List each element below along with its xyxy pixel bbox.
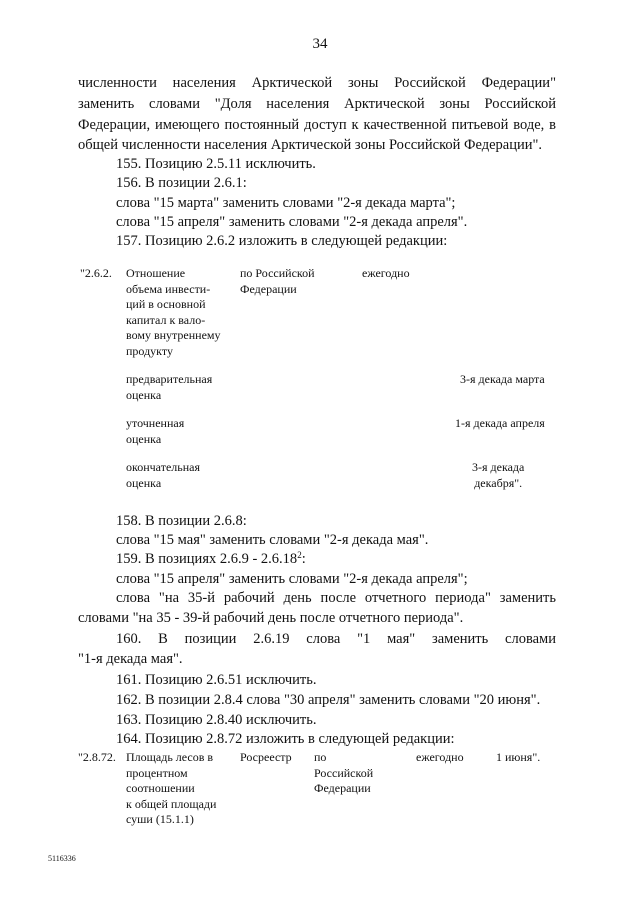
name-line: соотношении xyxy=(126,781,195,795)
deadline: 1 июня". xyxy=(496,750,541,764)
item-159-b-line1: слова "на 35-й рабочий день после отчетного периода" заменить xyxy=(116,590,556,606)
scope-line: Российской xyxy=(314,765,374,780)
superscript: 2 xyxy=(297,550,302,560)
label-line: предварительная xyxy=(126,372,213,386)
item-159-text: 159. В позициях 2.6.9 - 2.6.18 xyxy=(116,551,298,567)
name-line: Отношение xyxy=(126,266,186,280)
estimate-label xyxy=(126,416,184,447)
item-161: 161. Позицию 2.6.51 исключить. xyxy=(116,672,317,688)
intro-line: Федерации, имеющего постоянный доступ к качественной питьевой воде, в xyxy=(78,117,556,133)
name-line: процентном xyxy=(126,765,188,780)
estimate-label xyxy=(126,372,212,403)
scope-line: Федерации xyxy=(240,281,297,296)
label-line: оценка xyxy=(126,475,162,490)
item-159 xyxy=(116,550,306,570)
item-160-line2: "1-я декада мая". xyxy=(78,651,183,667)
estimate-date: 3-я декада марта xyxy=(460,372,545,386)
label-line: оценка xyxy=(126,387,162,402)
item-160-line1: 160. В позиции 2.6.19 слова "1 мая" заменить словами xyxy=(116,631,556,647)
estimate-date: 1-я декада апреля xyxy=(455,416,545,430)
estimate-label xyxy=(126,460,200,491)
name-line: капитал к вало- xyxy=(126,312,206,327)
item-159-colon: : xyxy=(301,551,306,567)
frequency: ежегодно xyxy=(416,750,464,764)
intro-line: заменить словами "Доля населения Арктической зоны Российской xyxy=(78,96,556,112)
item-164: 164. Позицию 2.8.72 изложить в следующей редакции: xyxy=(116,731,455,747)
date-line: 3-я декада xyxy=(472,460,525,474)
item-156-a: слова "15 марта" заменить словами "2-я декада марта"; xyxy=(116,195,456,211)
position-number: "2.8.72. xyxy=(78,750,116,764)
scope xyxy=(240,266,315,297)
label-line: уточненная xyxy=(126,416,185,430)
item-162: 162. В позиции 2.8.4 слова "30 апреля" заменить словами "20 июня". xyxy=(116,692,541,708)
name-line: вому внутреннему xyxy=(126,328,221,342)
page-number: 34 xyxy=(312,36,328,52)
item-158: 158. В позиции 2.6.8: xyxy=(116,513,247,529)
item-159-a: слова "15 апреля" заменить словами "2-я декада апреля"; xyxy=(116,571,468,587)
item-158-a: слова "15 мая" заменить словами "2-я декада мая". xyxy=(116,532,429,548)
item-156-b: слова "15 апреля" заменить словами "2-я декада апреля". xyxy=(116,214,468,230)
name-line: суши (15.1.1) xyxy=(126,812,194,826)
item-155: 155. Позицию 2.5.11 исключить. xyxy=(116,156,316,172)
position-number: "2.6.2. xyxy=(80,266,112,280)
scope-line: Федерации xyxy=(314,781,371,795)
item-163: 163. Позицию 2.8.40 исключить. xyxy=(116,712,317,728)
date-line: декабря". xyxy=(474,475,523,490)
item-159-b-line2: словами "на 35 - 39-й рабочий день после отчетного периода". xyxy=(78,610,464,626)
item-156: 156. В позиции 2.6.1: xyxy=(116,175,247,191)
agency: Росреестр xyxy=(240,750,292,764)
name-line: к общей площади xyxy=(126,796,217,811)
name-line: ций в основной xyxy=(126,297,206,311)
label-line: окончательная xyxy=(126,460,200,474)
footer-code: 5116336 xyxy=(48,854,76,863)
name-line: Площадь лесов в xyxy=(126,750,214,764)
scope-line: по Российской xyxy=(240,266,315,280)
name-line: продукту xyxy=(126,343,173,358)
label-line: оценка xyxy=(126,431,162,446)
frequency: ежегодно xyxy=(362,266,410,280)
intro-line: численности населения Арктической зоны Российской Федерации" xyxy=(78,75,556,91)
scope xyxy=(314,750,373,797)
indicator-name xyxy=(126,266,221,359)
indicator-name xyxy=(126,750,216,828)
scope-line: по xyxy=(314,750,327,764)
item-157: 157. Позицию 2.6.2 изложить в следующей редакции: xyxy=(116,233,448,249)
name-line: объема инвести- xyxy=(126,281,211,296)
estimate-date xyxy=(472,460,524,491)
intro-line: общей численности населения Арктической зоны Российской Федерации". xyxy=(78,137,543,153)
